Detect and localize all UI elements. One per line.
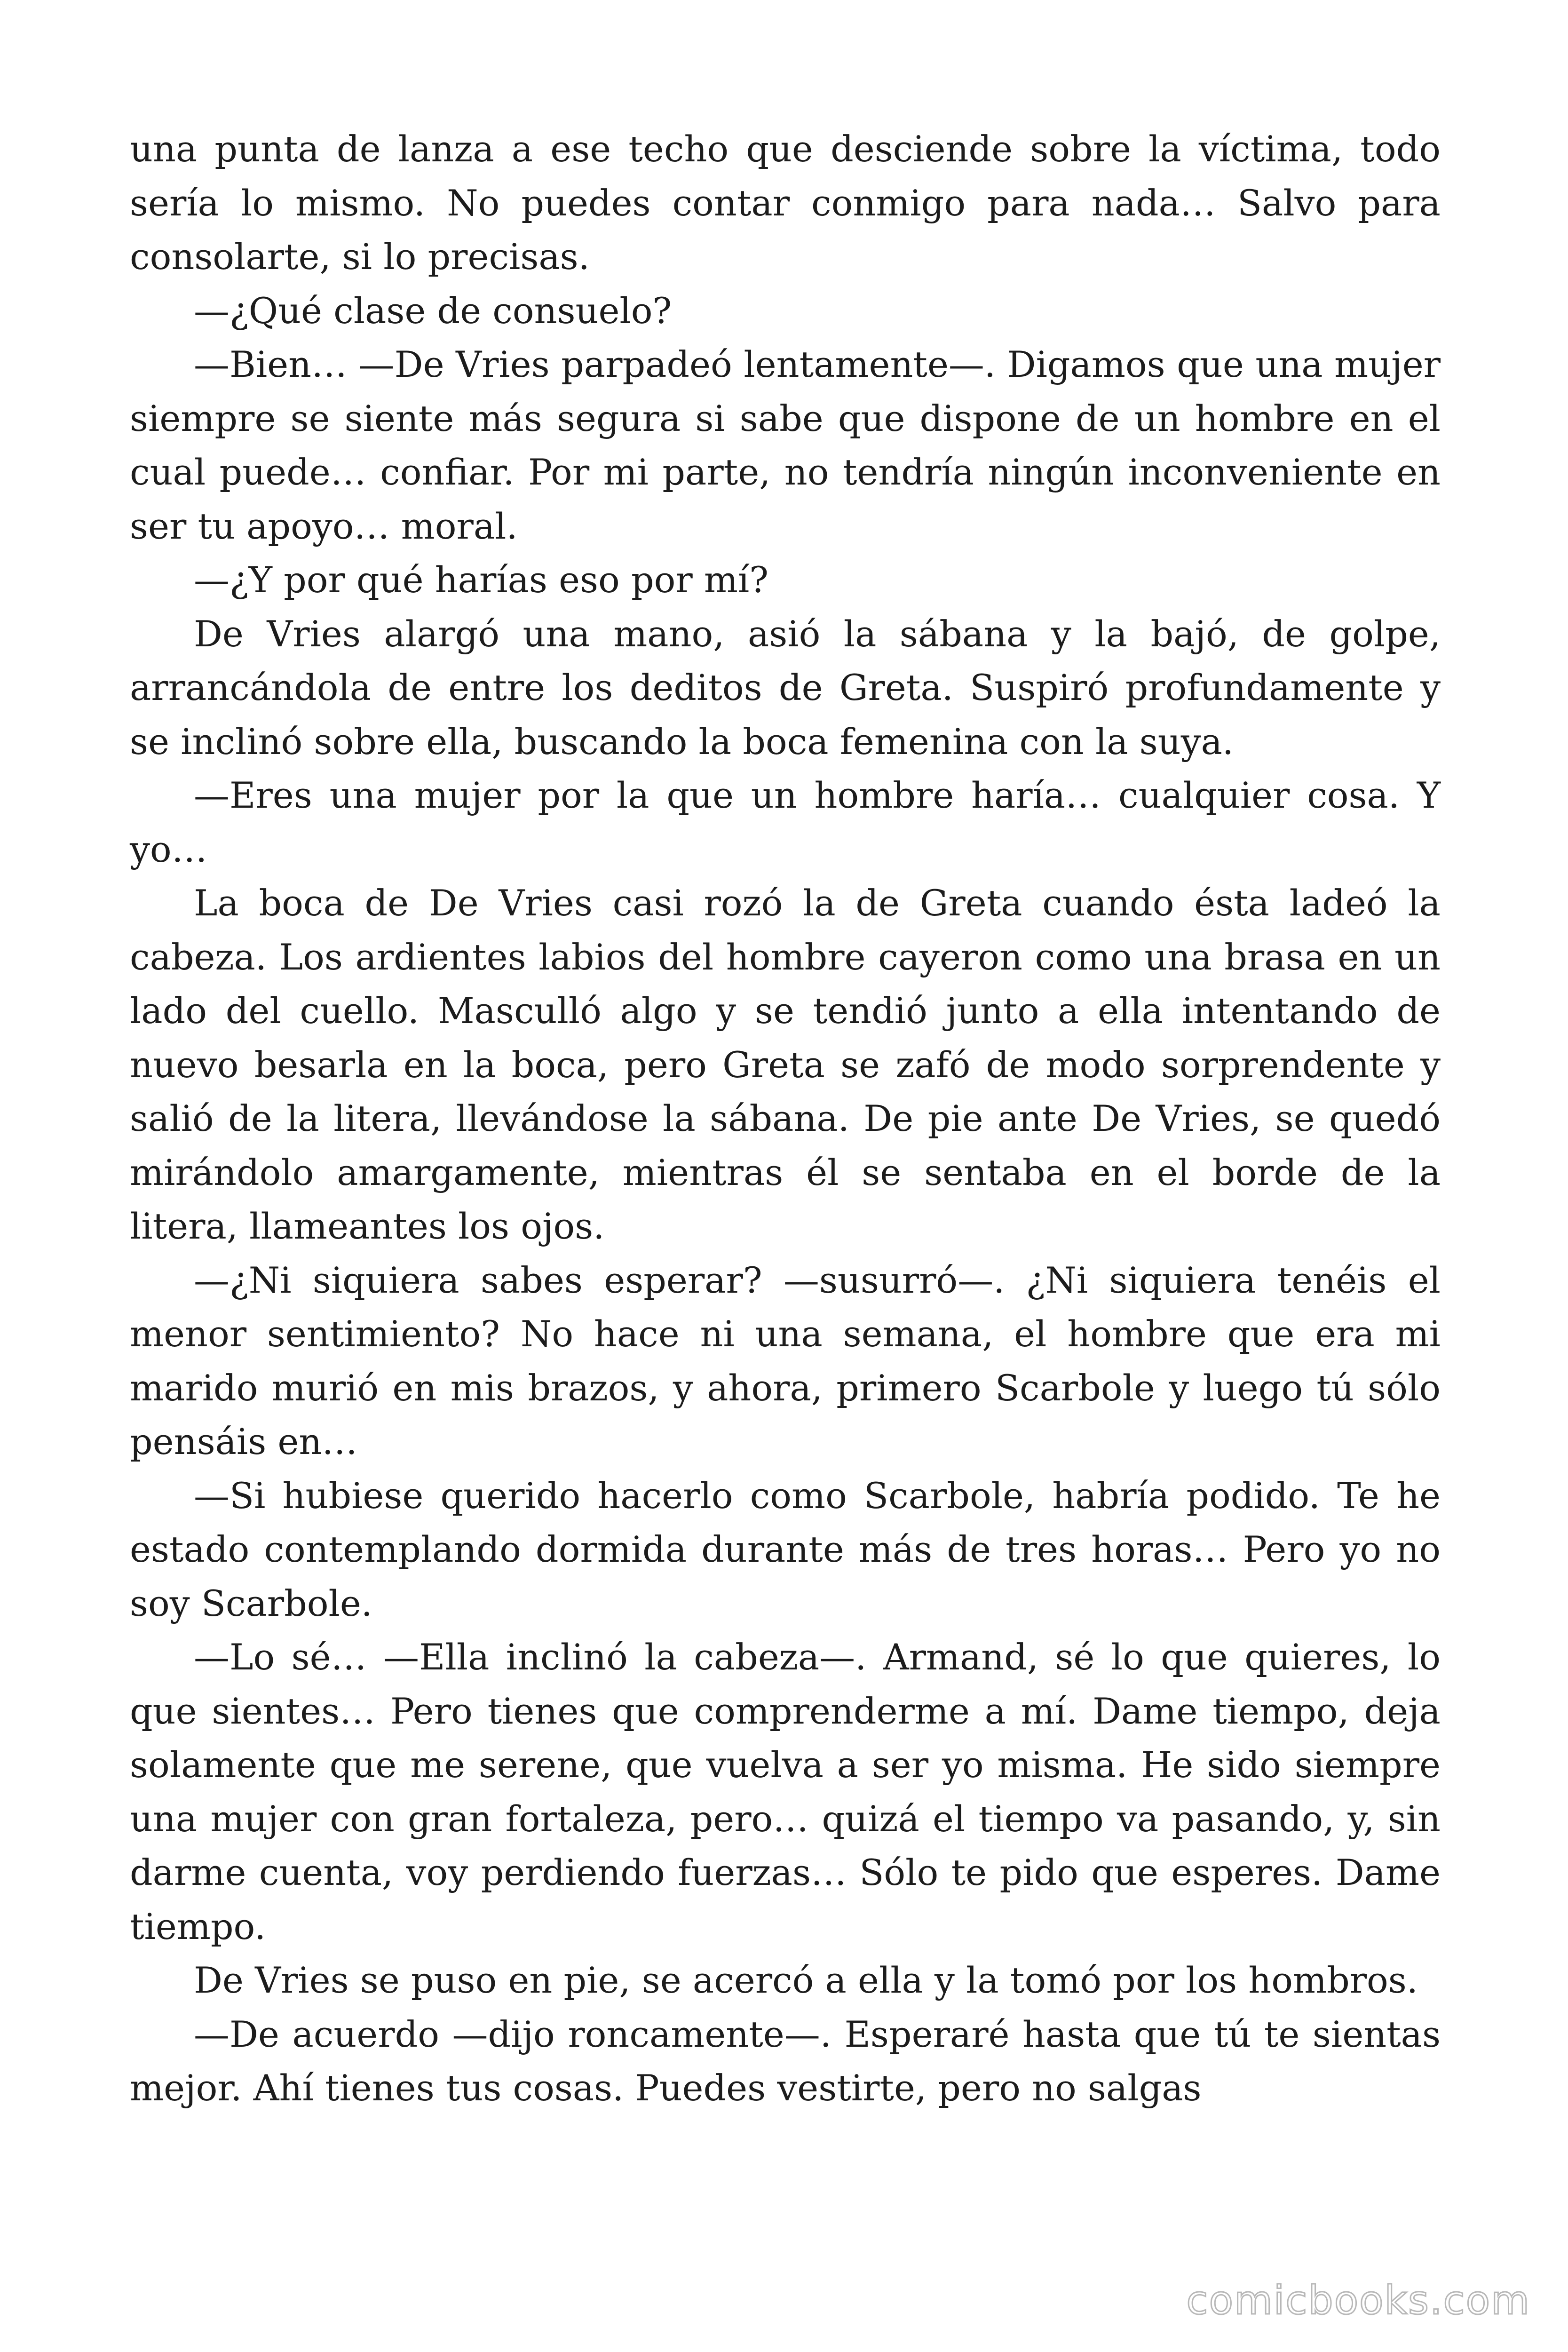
paragraph-10: —Lo sé… —Ella inclinó la cabeza—. Armand, sé lo que quieres, lo que sientes… Pero tienes que comprenderme a mí. Dame tiempo, deja solamente que me serene, que vuelva a ser yo misma. He sido siempre una mujer con gran fortaleza, pero… quizá el tiempo va pasando, y, sin darme cuenta, voy perdiendo fuerzas… Sólo te pido que esperes. Dame tiempo.	[130, 1636, 1441, 1947]
paragraph-12: —De acuerdo —dijo roncamente—. Esperaré hasta que tú te sientas mejor. Ahí tienes tus cosas. Puedes vestirte, pero no salgas	[130, 2013, 1441, 2109]
paragraph-1: una punta de lanza a ese techo que desciende sobre la víctima, todo sería lo mismo. No puedes contar conmigo para nada… Salvo para consolarte, si lo precisas.	[130, 128, 1441, 278]
paragraph-9: —Si hubiese querido hacerlo como Scarbole, habría podido. Te he estado contemplando dormida durante más de tres horas… Pero yo no soy Scarbole.	[130, 1474, 1441, 1624]
paragraph-4: —¿Y por qué harías eso por mí?	[194, 559, 768, 601]
paragraph-7: La boca de De Vries casi rozó la de Greta cuando ésta ladeó la cabeza. Los ardientes labios del hombre cayeron como una brasa en un lado del cuello. Masculló algo y se tendió junto a ella intentando de nuevo besarla en la boca, pero Greta se zafó de modo sorprendente y salió de la litera, llevándose la sábana. De pie ante De Vries, se quedó mirándolo amargamente, mientras él se sentaba en el borde de la litera, llameantes los ojos.	[130, 882, 1441, 1247]
paragraph-11: De Vries se puso en pie, se acercó a ella y la tomó por los hombros.	[194, 1959, 1418, 2001]
paragraph-8: —¿Ni siquiera sabes esperar? —susurró—. ¿Ni siquiera tenéis el menor sentimiento? No hace ni una semana, el hombre que era mi marido murió en mis brazos, y ahora, primero Scarbole y luego tú sólo pensáis en…	[130, 1259, 1441, 1462]
site-watermark: comicbooks.com	[1186, 2277, 1530, 2323]
body-text	[130, 122, 1441, 2115]
paragraph-2: —¿Qué clase de consuelo?	[194, 289, 672, 332]
paragraph-5: De Vries alargó una mano, asió la sábana y la bajó, de golpe, arrancándola de entre los deditos de Greta. Suspiró profundamente y se inclinó sobre ella, buscando la boca femenina con la suya.	[130, 612, 1441, 763]
paragraph-3: —Bien… —De Vries parpadeó lentamente—. Digamos que una mujer siempre se siente más segura si sabe que dispone de un hombre en el cual puede… confiar. Por mi parte, no tendría ningún inconveniente en ser tu apoyo… moral.	[130, 343, 1441, 547]
paragraph-6: —Eres una mujer por la que un hombre haría… cualquier cosa. Y yo…	[130, 774, 1441, 870]
